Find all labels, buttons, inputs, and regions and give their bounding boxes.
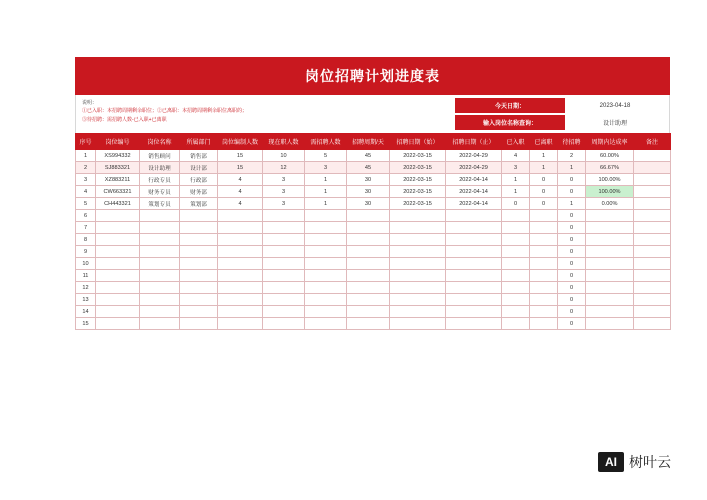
cell-name[interactable] (140, 282, 180, 294)
cell-remain[interactable]: 0 (558, 318, 586, 330)
cell-joined[interactable] (502, 246, 530, 258)
cell-left[interactable] (530, 234, 558, 246)
cell-remain[interactable]: 0 (558, 234, 586, 246)
notes-line-1: 说明： (82, 100, 98, 106)
cell-no[interactable]: 7 (76, 222, 96, 234)
cell-joined[interactable] (502, 318, 530, 330)
cell-need[interactable] (305, 258, 347, 270)
cell-cycle[interactable] (347, 246, 390, 258)
cell-end[interactable] (446, 210, 502, 222)
cell-joined[interactable]: 3 (502, 162, 530, 174)
cell-name[interactable]: 销售顾问 (140, 150, 180, 162)
cell-no[interactable]: 2 (76, 162, 96, 174)
cell-left[interactable] (530, 306, 558, 318)
table-row[interactable] (76, 294, 671, 306)
cell-left[interactable]: 0 (530, 174, 558, 186)
cell-quota[interactable] (218, 282, 263, 294)
cell-start[interactable] (390, 306, 446, 318)
col-no: 序号 (76, 134, 96, 150)
cell-need[interactable] (305, 294, 347, 306)
cell-start[interactable]: 2022-03-15 (390, 150, 446, 162)
col-quota: 岗位编制人数 (218, 134, 263, 150)
cell-code[interactable] (96, 222, 140, 234)
cell-end[interactable]: 2022-04-29 (446, 150, 502, 162)
cell-cycle[interactable] (347, 294, 390, 306)
cell-dept[interactable]: 销售部 (180, 150, 218, 162)
cell-code[interactable] (96, 234, 140, 246)
cell-rate[interactable] (586, 234, 634, 246)
cell-quota[interactable] (218, 258, 263, 270)
cell-current[interactable] (263, 222, 305, 234)
cell-left[interactable] (530, 318, 558, 330)
meta-controls (451, 95, 669, 133)
cell-cycle[interactable] (347, 270, 390, 282)
cell-current[interactable]: 12 (263, 162, 305, 174)
cell-cycle[interactable] (347, 258, 390, 270)
cell-dept[interactable] (180, 246, 218, 258)
cell-current[interactable] (263, 234, 305, 246)
cell-current[interactable] (263, 270, 305, 282)
cell-start[interactable]: 2022-03-15 (390, 162, 446, 174)
today-date-row (455, 98, 665, 113)
table-body (76, 150, 671, 330)
col-code: 岗位编号 (96, 134, 140, 150)
cell-code[interactable]: XZ883211 (96, 174, 140, 186)
cell-no[interactable]: 6 (76, 210, 96, 222)
cell-rate[interactable] (586, 270, 634, 282)
cell-no[interactable]: 13 (76, 294, 96, 306)
col-rate: 周期内达成率 (586, 134, 634, 150)
cell-remain[interactable]: 0 (558, 258, 586, 270)
cell-remain[interactable]: 0 (558, 282, 586, 294)
header-row (76, 134, 671, 150)
cell-start[interactable] (390, 258, 446, 270)
col-cycle: 招聘周期/天 (347, 134, 390, 150)
cell-joined[interactable] (502, 282, 530, 294)
notes-line-3: ③待招聘：需招聘人数-已入职+已离职 (82, 116, 167, 123)
cell-remain[interactable]: 0 (558, 186, 586, 198)
cell-current[interactable]: 3 (263, 174, 305, 186)
cell-remain[interactable]: 2 (558, 150, 586, 162)
cell-remain[interactable]: 0 (558, 222, 586, 234)
table-row[interactable] (76, 270, 671, 282)
cell-no[interactable]: 8 (76, 234, 96, 246)
cell-dept[interactable] (180, 318, 218, 330)
cell-cycle[interactable]: 45 (347, 150, 390, 162)
cell-current[interactable] (263, 282, 305, 294)
cell-joined[interactable] (502, 294, 530, 306)
cell-no[interactable]: 15 (76, 318, 96, 330)
cell-remark[interactable] (634, 210, 671, 222)
col-start: 招聘日期（始） (390, 134, 446, 150)
cell-cycle[interactable] (347, 306, 390, 318)
col-joined: 已入职 (502, 134, 530, 150)
cell-rate[interactable]: 0.00% (586, 198, 634, 210)
cell-need[interactable]: 3 (305, 162, 347, 174)
cell-no[interactable]: 4 (76, 186, 96, 198)
page-title: 岗位招聘计划进度表 (75, 57, 670, 95)
cell-rate[interactable]: 100.00% (586, 186, 634, 198)
cell-name[interactable] (140, 318, 180, 330)
cell-joined[interactable]: 4 (502, 150, 530, 162)
cell-quota[interactable]: 4 (218, 174, 263, 186)
cell-remain[interactable]: 0 (558, 210, 586, 222)
col-need: 需招聘人数 (305, 134, 347, 150)
cell-end[interactable]: 2022-04-29 (446, 162, 502, 174)
table-row[interactable] (76, 174, 671, 186)
cell-joined[interactable] (502, 306, 530, 318)
cell-remain[interactable]: 0 (558, 306, 586, 318)
col-left: 已离职 (530, 134, 558, 150)
cell-name[interactable] (140, 222, 180, 234)
cell-need[interactable]: 1 (305, 186, 347, 198)
cell-left[interactable] (530, 222, 558, 234)
search-label: 输入岗位名称查询： (455, 115, 565, 130)
cell-name[interactable] (140, 258, 180, 270)
cell-dept[interactable] (180, 234, 218, 246)
cell-joined[interactable] (502, 270, 530, 282)
cell-remark[interactable] (634, 174, 671, 186)
cell-joined[interactable]: 0 (502, 198, 530, 210)
cell-start[interactable]: 2022-03-15 (390, 174, 446, 186)
cell-start[interactable] (390, 282, 446, 294)
table-row[interactable] (76, 282, 671, 294)
cell-quota[interactable] (218, 270, 263, 282)
cell-start[interactable] (390, 318, 446, 330)
cell-remark[interactable] (634, 234, 671, 246)
cell-joined[interactable] (502, 234, 530, 246)
cell-quota[interactable]: 15 (218, 162, 263, 174)
table-row[interactable] (76, 222, 671, 234)
cell-need[interactable]: 1 (305, 198, 347, 210)
col-name: 岗位名称 (140, 134, 180, 150)
cell-need[interactable] (305, 246, 347, 258)
cell-remark[interactable] (634, 150, 671, 162)
cell-joined[interactable]: 1 (502, 186, 530, 198)
cell-remain[interactable]: 1 (558, 198, 586, 210)
cell-cycle[interactable]: 30 (347, 186, 390, 198)
table-row[interactable] (76, 234, 671, 246)
cell-remark[interactable] (634, 246, 671, 258)
cell-current[interactable] (263, 210, 305, 222)
cell-remark[interactable] (634, 282, 671, 294)
cell-end[interactable]: 2022-04-14 (446, 186, 502, 198)
cell-rate[interactable] (586, 306, 634, 318)
recruitment-table (75, 133, 671, 330)
col-current: 现在职人数 (263, 134, 305, 150)
cell-cycle[interactable] (347, 282, 390, 294)
cell-left[interactable] (530, 210, 558, 222)
meta-area (75, 95, 670, 133)
cell-dept[interactable] (180, 258, 218, 270)
cell-code[interactable]: SJ883321 (96, 162, 140, 174)
cell-need[interactable] (305, 306, 347, 318)
cell-left[interactable] (530, 270, 558, 282)
cell-remark[interactable] (634, 186, 671, 198)
cell-remark[interactable] (634, 198, 671, 210)
cell-left[interactable] (530, 282, 558, 294)
cell-remain[interactable]: 0 (558, 174, 586, 186)
cell-quota[interactable] (218, 318, 263, 330)
cell-no[interactable]: 3 (76, 174, 96, 186)
cell-left[interactable] (530, 258, 558, 270)
cell-current[interactable] (263, 294, 305, 306)
search-input[interactable]: 设计助理 (602, 121, 627, 127)
col-remark: 备注 (634, 134, 671, 150)
cell-end[interactable] (446, 258, 502, 270)
cell-cycle[interactable]: 30 (347, 198, 390, 210)
cell-start[interactable] (390, 294, 446, 306)
cell-code[interactable]: CW663321 (96, 186, 140, 198)
cell-dept[interactable] (180, 270, 218, 282)
cell-remark[interactable] (634, 258, 671, 270)
cell-current[interactable]: 3 (263, 186, 305, 198)
today-date-label: 今天日期： (455, 98, 565, 113)
cell-start[interactable] (390, 270, 446, 282)
cell-code[interactable] (96, 258, 140, 270)
cell-joined[interactable] (502, 210, 530, 222)
table-row[interactable] (76, 258, 671, 270)
cell-need[interactable]: 1 (305, 174, 347, 186)
table-row[interactable] (76, 198, 671, 210)
cell-code[interactable] (96, 282, 140, 294)
cell-code[interactable] (96, 306, 140, 318)
cell-start[interactable] (390, 222, 446, 234)
cell-current[interactable] (263, 306, 305, 318)
cell-dept[interactable] (180, 306, 218, 318)
cell-remark[interactable] (634, 162, 671, 174)
spreadsheet-sheet (75, 57, 670, 330)
cell-end[interactable] (446, 222, 502, 234)
cell-rate[interactable] (586, 258, 634, 270)
cell-quota[interactable]: 4 (218, 198, 263, 210)
cell-quota[interactable] (218, 222, 263, 234)
table-row[interactable] (76, 246, 671, 258)
cell-code[interactable] (96, 246, 140, 258)
table-row[interactable] (76, 162, 671, 174)
cell-end[interactable] (446, 234, 502, 246)
table-row[interactable] (76, 186, 671, 198)
cell-dept[interactable] (180, 282, 218, 294)
search-row[interactable] (455, 115, 665, 130)
cell-rate[interactable] (586, 318, 634, 330)
cell-dept[interactable] (180, 294, 218, 306)
cell-remark[interactable] (634, 222, 671, 234)
cell-remain[interactable]: 1 (558, 162, 586, 174)
cell-name[interactable] (140, 306, 180, 318)
cell-quota[interactable] (218, 210, 263, 222)
cell-rate[interactable] (586, 282, 634, 294)
cell-code[interactable] (96, 294, 140, 306)
table-row[interactable] (76, 306, 671, 318)
cell-dept[interactable] (180, 210, 218, 222)
cell-current[interactable]: 10 (263, 150, 305, 162)
cell-end[interactable] (446, 318, 502, 330)
cell-name[interactable] (140, 210, 180, 222)
cell-quota[interactable] (218, 246, 263, 258)
cell-no[interactable]: 9 (76, 246, 96, 258)
cell-end[interactable]: 2022-04-14 (446, 198, 502, 210)
cell-remark[interactable] (634, 306, 671, 318)
cell-need[interactable] (305, 234, 347, 246)
cell-dept[interactable] (180, 222, 218, 234)
cell-need[interactable] (305, 282, 347, 294)
cell-dept[interactable]: 行政部 (180, 174, 218, 186)
cell-start[interactable]: 2022-03-15 (390, 198, 446, 210)
cell-name[interactable] (140, 294, 180, 306)
cell-name[interactable]: 财务专员 (140, 186, 180, 198)
cell-remain[interactable]: 0 (558, 246, 586, 258)
cell-rate[interactable] (586, 210, 634, 222)
cell-cycle[interactable]: 45 (347, 162, 390, 174)
cell-code[interactable] (96, 318, 140, 330)
cell-end[interactable] (446, 246, 502, 258)
cell-end[interactable] (446, 282, 502, 294)
cell-code[interactable]: XS994332 (96, 150, 140, 162)
cell-end[interactable]: 2022-04-14 (446, 174, 502, 186)
cell-need[interactable] (305, 270, 347, 282)
brand-name: 树叶云 (629, 455, 671, 471)
cell-current[interactable] (263, 318, 305, 330)
cell-joined[interactable] (502, 222, 530, 234)
cell-left[interactable]: 0 (530, 198, 558, 210)
cell-quota[interactable] (218, 306, 263, 318)
cell-name[interactable] (140, 246, 180, 258)
cell-start[interactable] (390, 234, 446, 246)
table-row[interactable] (76, 318, 671, 330)
cell-no[interactable]: 10 (76, 258, 96, 270)
cell-name[interactable]: 行政专员 (140, 174, 180, 186)
cell-need[interactable]: 5 (305, 150, 347, 162)
table-row[interactable] (76, 210, 671, 222)
cell-dept[interactable]: 财务部 (180, 186, 218, 198)
cell-rate[interactable]: 66.67% (586, 162, 634, 174)
cell-rate[interactable]: 100.00% (586, 174, 634, 186)
col-dept: 所属部门 (180, 134, 218, 150)
cell-left[interactable]: 1 (530, 150, 558, 162)
cell-rate[interactable] (586, 294, 634, 306)
cell-cycle[interactable] (347, 234, 390, 246)
table-row[interactable] (76, 150, 671, 162)
cell-no[interactable]: 11 (76, 270, 96, 282)
notes-block (76, 95, 451, 133)
cell-code[interactable] (96, 210, 140, 222)
ai-badge-icon: AI (598, 452, 624, 472)
cell-rate[interactable] (586, 222, 634, 234)
cell-start[interactable] (390, 210, 446, 222)
cell-quota[interactable]: 4 (218, 186, 263, 198)
cell-end[interactable] (446, 306, 502, 318)
today-date-value: 2023-04-18 (599, 102, 631, 109)
cell-quota[interactable] (218, 234, 263, 246)
cell-left[interactable] (530, 246, 558, 258)
table-header (76, 134, 671, 150)
cell-cycle[interactable]: 30 (347, 174, 390, 186)
cell-code[interactable]: CH443321 (96, 198, 140, 210)
cell-cycle[interactable] (347, 210, 390, 222)
notes-line-2: ①已入职：本招聘周期剩余职位；②已离职：本招聘周期剩余职位离职的； (82, 108, 248, 115)
cell-code[interactable] (96, 270, 140, 282)
cell-remark[interactable] (634, 318, 671, 330)
cell-rate[interactable]: 60.00% (586, 150, 634, 162)
cell-end[interactable] (446, 294, 502, 306)
cell-no[interactable]: 12 (76, 282, 96, 294)
cell-no[interactable]: 14 (76, 306, 96, 318)
cell-rate[interactable] (586, 246, 634, 258)
cell-joined[interactable] (502, 258, 530, 270)
cell-remain[interactable]: 0 (558, 294, 586, 306)
cell-dept[interactable]: 策划部 (180, 198, 218, 210)
cell-quota[interactable] (218, 294, 263, 306)
col-end: 招聘日期（止） (446, 134, 502, 150)
cell-end[interactable] (446, 270, 502, 282)
cell-left[interactable]: 0 (530, 186, 558, 198)
cell-current[interactable]: 3 (263, 198, 305, 210)
cell-name[interactable] (140, 270, 180, 282)
cell-cycle[interactable] (347, 222, 390, 234)
cell-need[interactable] (305, 222, 347, 234)
cell-remark[interactable] (634, 294, 671, 306)
cell-current[interactable] (263, 258, 305, 270)
cell-dept[interactable]: 设计部 (180, 162, 218, 174)
cell-left[interactable]: 1 (530, 162, 558, 174)
cell-quota[interactable]: 15 (218, 150, 263, 162)
cell-need[interactable] (305, 318, 347, 330)
cell-name[interactable] (140, 234, 180, 246)
cell-no[interactable]: 5 (76, 198, 96, 210)
col-remain: 待招聘 (558, 134, 586, 150)
cell-remain[interactable]: 0 (558, 270, 586, 282)
cell-name[interactable]: 设计助理 (140, 162, 180, 174)
cell-name[interactable]: 策划专员 (140, 198, 180, 210)
cell-start[interactable]: 2022-03-15 (390, 186, 446, 198)
cell-cycle[interactable] (347, 318, 390, 330)
cell-current[interactable] (263, 246, 305, 258)
watermark-logo (598, 452, 671, 472)
cell-left[interactable] (530, 294, 558, 306)
cell-joined[interactable]: 1 (502, 174, 530, 186)
cell-need[interactable] (305, 210, 347, 222)
cell-remark[interactable] (634, 270, 671, 282)
cell-no[interactable]: 1 (76, 150, 96, 162)
cell-start[interactable] (390, 246, 446, 258)
